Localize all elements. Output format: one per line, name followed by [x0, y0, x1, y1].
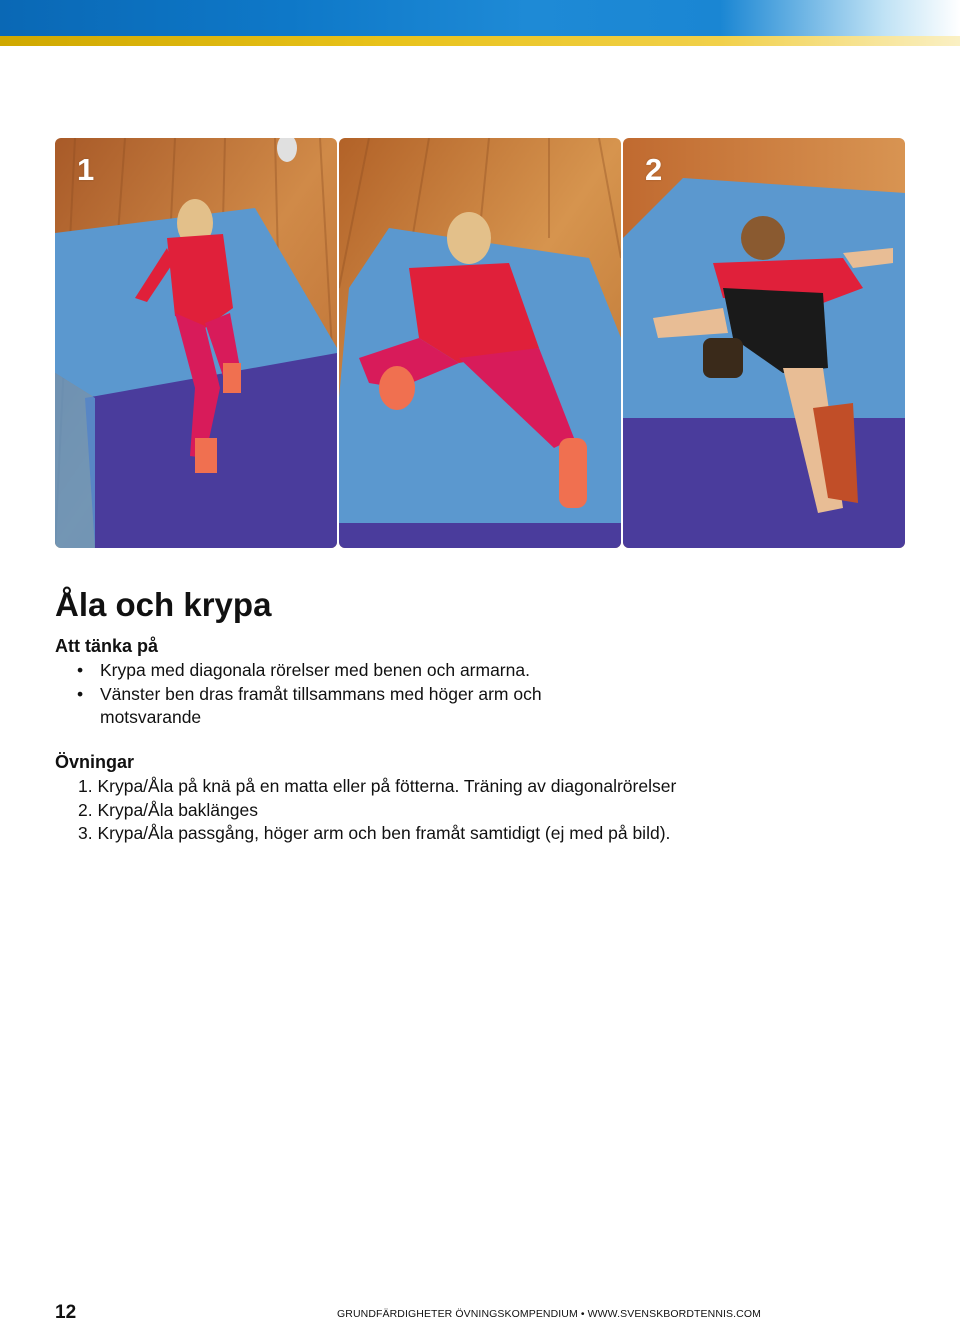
exercise-item: 3. Krypa/Åla passgång, höger arm och ben framåt samtidigt (ej med på bild).: [78, 823, 671, 843]
page-number: 12: [55, 1302, 77, 1323]
section-title: Åla och krypa: [55, 586, 272, 623]
photo-crawl-backwards-image: [623, 138, 905, 548]
exercises-list: [78, 775, 676, 846]
exercise-item: 1. Krypa/Åla på knä på en matta eller på fötterna. Träning av diagonalrörelser: [78, 776, 677, 796]
photo-crawl-knees: [55, 138, 337, 548]
header-yellow-stripe: [0, 36, 960, 46]
header-blue-stripe: [0, 0, 960, 36]
think-item: • Vänster ben dras framåt tillsammans med höger arm och motsvarande: [55, 683, 615, 730]
exercises-heading: Övningar: [55, 752, 135, 772]
think-heading: Att tänka på: [55, 636, 159, 656]
photo-crawl-belly: [339, 138, 621, 548]
photo-number-2: 2: [645, 152, 663, 187]
photo-crawl-belly-image: [339, 138, 621, 548]
footer-text: GRUNDFÄRDIGHETER ÖVNINGSKOMPENDIUM • WWW.SVENSKBORDTENNIS.COM: [337, 1308, 761, 1320]
photo-crawl-backwards: [623, 138, 905, 548]
header-band: [0, 0, 960, 46]
photo-number-1: 1: [77, 152, 95, 187]
think-list: [55, 659, 615, 730]
exercise-item: 2. Krypa/Åla baklänges: [78, 799, 258, 820]
photo-crawl-knees-image: [55, 138, 337, 548]
think-item: • Krypa med diagonala rörelser med benen och armarna.: [55, 659, 615, 683]
